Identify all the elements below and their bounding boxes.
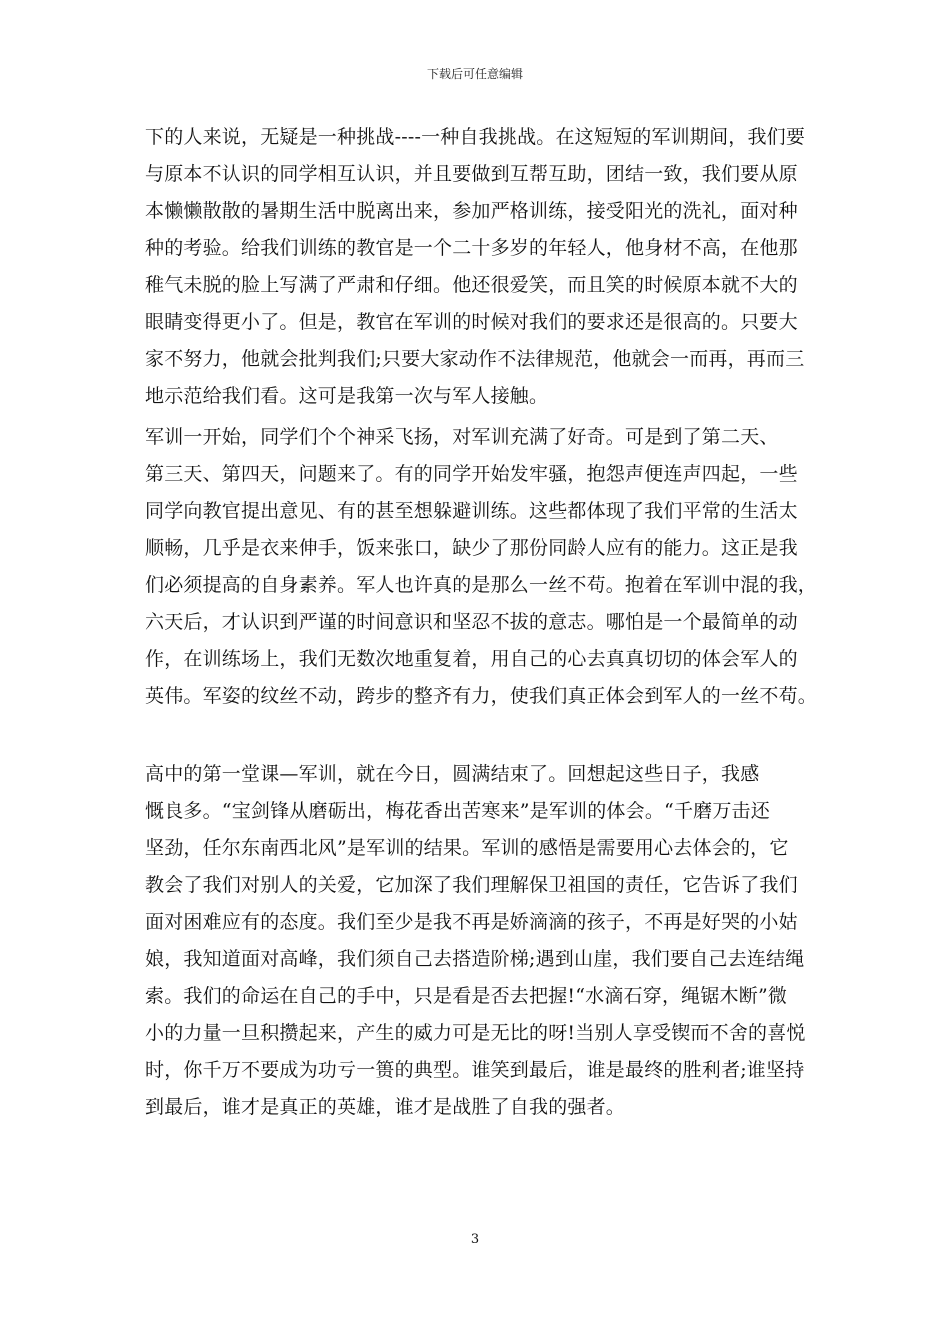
text-line: 到最后，谁才是真正的英雄，谁才是战胜了自我的强者。 [145,1096,626,1118]
text-line: 作，在训练场上，我们无数次地重复着，用自己的心去真真切切的体会军人的 [145,648,798,670]
text-line: 小的力量一旦积攒起来，产生的威力可是无比的呀!当别人享受锲而不舍的喜悦 [145,1022,806,1044]
text-line: 高中的第一堂课—军训，就在今日，圆满结束了。回想起这些日子，我感 [145,763,760,785]
text-line: 时，你千万不要成为功亏一篑的典型。谁笑到最后，谁是最终的胜利者;谁坚持 [145,1059,805,1081]
text-line: 种的考验。给我们训练的教官是一个二十多岁的年轻人，他身材不高，在他那 [145,237,798,259]
text-line: 顺畅，几乎是衣来伸手，饭来张口，缺少了那份同龄人应有的能力。这正是我 [145,537,798,559]
text-line: 眼睛变得更小了。但是，教官在军训的时候对我们的要求还是很高的。只要大 [145,311,798,333]
page-header: 下载后可任意编辑 [426,67,523,81]
text-line: 稚气未脱的脸上写满了严肃和仔细。他还很爱笑，而且笑的时候原本就不大的 [145,274,798,296]
text-line: 军训一开始，同学们个个神采飞扬，对军训充满了好奇。可是到了第二天、 [145,426,779,448]
text-line: 六天后，才认识到严谨的时间意识和坚忍不拔的意志。哪怕是一个最简单的动 [145,611,798,633]
text-line: 下的人来说，无疑是一种挑战----一种自我挑战。在这短短的军训期间，我们要 [145,126,806,148]
text-line: 家不努力，他就会批判我们;只要大家动作不法律规范，他就会一而再，再而三 [145,348,805,370]
text-line: 面对困难应有的态度。我们至少是我不再是娇滴滴的孩子，不再是好哭的小姑 [145,911,798,933]
text-line: 同学向教官提出意见、有的甚至想躲避训练。这些都体现了我们平常的生活太 [145,500,798,522]
text-line: 教会了我们对别人的关爱，它加深了我们理解保卫祖国的责任，它告诉了我们 [145,874,798,896]
page-number: 3 [470,1232,480,1247]
text-line: 地示范给我们看。这可是我第一次与军人接触。 [145,385,549,407]
text-line: 们必须提高的自身素养。军人也许真的是那么一丝不苟。抱着在军训中混的我， [145,574,818,596]
text-line: 与原本不认识的同学相互认识，并且要做到互帮互助，团结一致，我们要从原 [145,163,798,185]
text-line: 慨良多。“宝剑锋从磨砺出，梅花香出苦寒来”是军训的体会。“千磨万击还 [145,800,770,822]
text-line: 坚劲，任尔东南西北风”是军训的结果。军训的感悟是需要用心去体会的，它 [145,837,789,859]
text-line: 娘，我知道面对高峰，我们须自己去搭造阶梯;遇到山崖，我们要自己去连结绳 [145,948,805,970]
text-line: 本懒懒散散的暑期生活中脱离出来，参加严格训练，接受阳光的洗礼，面对种 [145,200,798,222]
text-line: 英伟。军姿的纹丝不动，跨步的整齐有力，使我们真正体会到军人的一丝不苟。 [145,685,818,707]
text-line: 索。我们的命运在自己的手中，只是看是否去把握!“水滴石穿，绳锯木断”微 [145,985,788,1007]
text-line: 第三天、第四天，问题来了。有的同学开始发牢骚，抱怨声便连声四起，一些 [145,463,798,485]
